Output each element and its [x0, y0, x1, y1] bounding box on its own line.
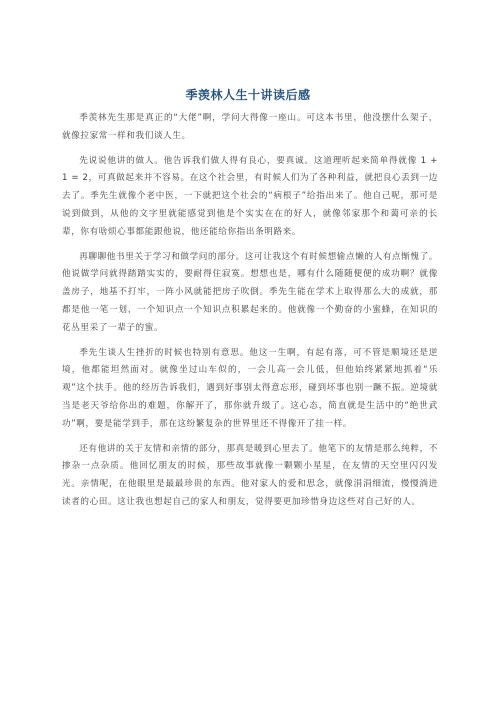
paragraph-5: 还有他讲的关于友情和亲情的部分，那真是暖到心里去了。他笔下的友情是那么纯粹，不掺杂一点杂质。他回忆朋友的时候，那些故事就像一颗颗小星星，在友情的天空里闪闪发光。亲情呢，在他眼里是最最珍贵的东西。他对家人的爱和思念，就像涓涓细流，慢慢淌进读者的心田。这让我也想起自己的家人和朋友，觉得要更加珍惜身边这些对自己好的人。	[62, 443, 438, 507]
document-body	[62, 110, 438, 519]
document-title: 季羡林人生十讲读后感	[185, 88, 311, 102]
paragraph-3: 再聊聊他书里关于学习和做学问的部分。这可让我这个有时候想偷点懒的人有点惭愧了。他说做学问就得踏踏实实的，要耐得住寂寞。想想也是，哪有什么随随便便的成功啊？就像盖房子，地基不打牢，一阵小风就能把房子吹倒。季先生能在学术上取得那么大的成就，那都是他一笔一划，一个知识点一个知识点积累起来的。他就像一个勤奋的小蜜蜂，在知识的花丛里采了一辈子的蜜。	[62, 251, 438, 333]
paragraph-4: 季先生谈人生挫折的时候也特别有意思。他这一生啊，有起有落，可不管是顺境还是逆境，他都能坦然面对。就像坐过山车似的，一会儿高一会儿低，但他始终紧紧地抓着“乐观”这个扶手。他的经历告诉我们，遇到好事别太得意忘形，碰到坏事也别一蹶不振。逆境就当是老天爷给你出的难题，你解开了，那你就升级了。这心态，简直就是生活中的“绝世武功”啊，要是能学到手，那在这纷繁复杂的世界里还不得像开了挂一样。	[62, 347, 438, 429]
paragraph-1: 季羡林先生那是真正的“大佬”啊，学问大得像一座山。可这本书里，他没摆什么架子，就像拉家常一样和我们谈人生。	[62, 113, 438, 141]
paragraph-2: 先说说他讲的做人。他告诉我们做人得有良心，要真诚。这道理听起来简单得就像 1 + 1 = 2，可真做起来并不容易。在这个社会里，有时候人们为了各种利益，就把良心丢到一边去了。季先生就像个老中医，一下就把这个社会的“病根子”给指出来了。他自己呢，那可是说到做到，从他的文字里就能感觉到他是个实实在在的好人，就像邻家那个和蔼可亲的长辈，你有啥烦心事都能跟他说，他还能给你指出条明路来。	[62, 155, 438, 237]
